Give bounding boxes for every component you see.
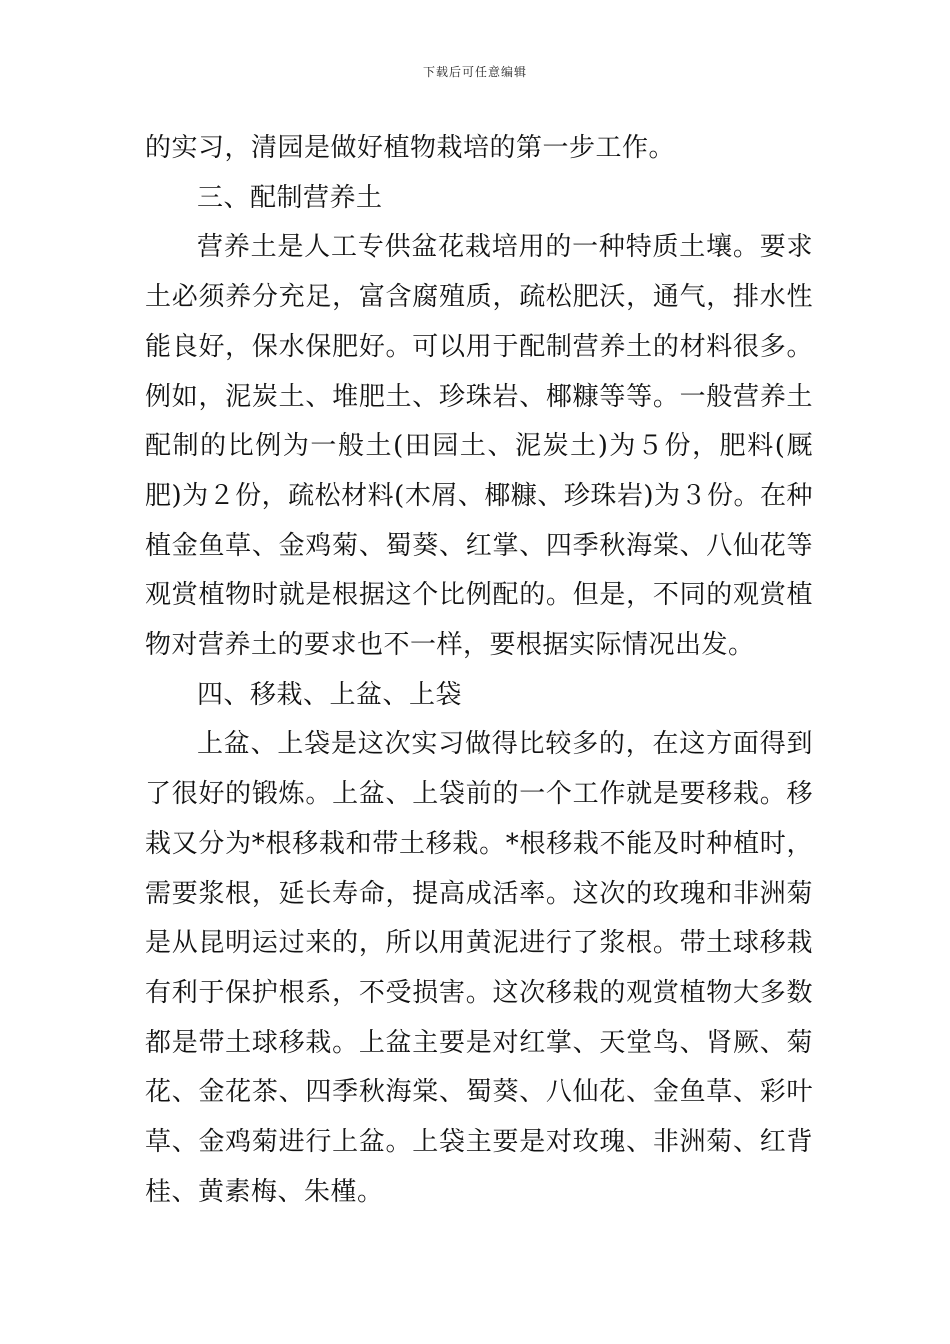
- page-header-note: 下载后可任意编辑: [422, 65, 527, 79]
- paragraph-transplanting: 上盆、上袋是这次实习做得比较多的，在这方面得到了很好的锻炼。上盆、上袋前的一个工作就是要移栽。移栽又分为*根移栽和带土移栽。*根移栽不能及时种植时，需要浆根，延长寿命，提高成活率。这次的玫瑰和非洲菊是从昆明运过来的，所以用黄泥进行了浆根。带土球移栽有利于保护根系，不受损害。这次移栽的观赏植物大多数都是带土球移栽。上盆主要是对红掌、天堂鸟、肾厥、菊花、金花茶、四季秋海棠、蜀葵、八仙花、金鱼草、彩叶草、金鸡菊进行上盆。上袋主要是对玫瑰、非洲菊、红背桂、黄素梅、朱槿。: [145, 729, 813, 1207]
- paragraph-nutrient-soil: 营养土是人工专供盆花栽培用的一种特质土壤。要求土必须养分充足，富含腐殖质，疏松肥沃，通气，排水性能良好，保水保肥好。可以用于配制营养土的材料很多。例如，泥炭土、堆肥土、珍珠岩、椰糠等等。一般营养土配制的比例为一般土(田园土、泥炭土)为５份，肥料(厩肥)为２份，疏松材料(木屑、椰糠、珍珠岩)为３份。在种植金鱼草、金鸡菊、蜀葵、红掌、四季秋海棠、八仙花等观赏植物时就是根据这个比例配的。但是，不同的观赏植物对营养土的要求也不一样，要根据实际情况出发。: [145, 232, 813, 661]
- section-heading-3: 三、配制营养土: [197, 182, 383, 213]
- paragraph-continuation: 的实习，清园是做好植物栽培的第一步工作。: [145, 133, 676, 163]
- document-body: [145, 124, 813, 1217]
- section-heading-4: 四、移栽、上盆、上袋: [197, 679, 463, 710]
